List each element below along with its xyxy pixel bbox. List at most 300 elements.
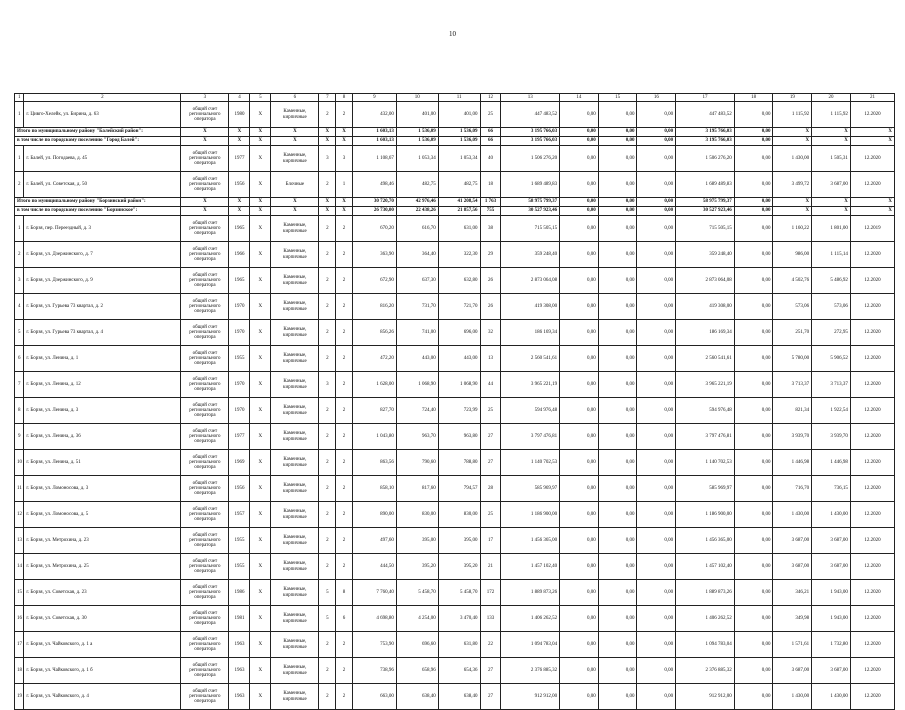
data-cell: Каменные, кирпичные (271, 502, 319, 528)
data-cell: 6 (336, 606, 353, 632)
data-cell: 0,00 (637, 606, 676, 632)
data-cell: 0,00 (598, 580, 637, 606)
data-cell: 1 053,34 (396, 146, 438, 172)
fund-method-cell: общий счет регионального оператора (181, 242, 229, 268)
data-cell: 186 169,34 (676, 320, 735, 346)
data-cell: 4 502,76 (773, 268, 812, 294)
building-row (15, 346, 895, 372)
data-cell: 395,00 (438, 528, 480, 554)
subtotal-cell: 0,00 (560, 128, 599, 137)
building-row (15, 502, 895, 528)
subtotal-cell: Х (229, 128, 250, 137)
column-number: 7 (319, 94, 336, 102)
subtotal-cell: 0,00 (598, 137, 637, 146)
data-cell: Каменные, кирпичные (271, 320, 319, 346)
fund-method-cell: общий счет регионального оператора (181, 450, 229, 476)
data-cell: 0,00 (734, 102, 773, 128)
subtotal-cell: 26 730,00 (352, 207, 396, 216)
data-cell: 3 965 221,19 (501, 372, 560, 398)
address-cell: г. Борзя, ул. Ленина, д. 1 (24, 346, 181, 372)
data-cell: 1 (15, 146, 24, 172)
data-cell: 0,00 (734, 346, 773, 372)
data-cell: 863,56 (352, 450, 396, 476)
data-cell: 3 (15, 268, 24, 294)
data-cell: 1 430,00 (773, 502, 812, 528)
data-cell: 16 (15, 606, 24, 632)
data-cell: 401,00 (438, 102, 480, 128)
data-cell: 654,36 (438, 658, 480, 684)
subtotal-cell: 0,00 (560, 198, 599, 207)
data-cell: Х (250, 216, 271, 242)
subtotal-cell: 1 603,13 (352, 137, 396, 146)
column-number: 4 (229, 94, 250, 102)
data-cell: 19 (15, 684, 24, 710)
data-cell: 0,00 (637, 424, 676, 450)
data-cell: 1 (15, 102, 24, 128)
data-cell: Х (250, 658, 271, 684)
data-cell: 498,46 (352, 172, 396, 198)
data-cell: 821,34 (773, 398, 812, 424)
subtotal-cell: Х (229, 198, 250, 207)
building-row (15, 658, 895, 684)
subtotal-cell: 66 (480, 137, 501, 146)
address-cell: г. Борзя, ул. Советская, д. 30 (24, 606, 181, 632)
data-cell: 2 (336, 398, 353, 424)
data-cell: 724,40 (396, 398, 438, 424)
data-cell: 12.2020 (850, 146, 894, 172)
data-cell: 2 (319, 554, 336, 580)
column-number: 1 (15, 94, 24, 102)
data-cell: 963,70 (396, 424, 438, 450)
data-cell: 830,00 (396, 502, 438, 528)
column-number: 16 (637, 94, 676, 102)
subtotal-cell: Х (850, 128, 894, 137)
data-cell: Каменные, кирпичные (271, 424, 319, 450)
data-cell: Х (250, 146, 271, 172)
data-cell: 2 376 885,32 (501, 658, 560, 684)
data-cell: 26 (480, 294, 501, 320)
column-number: 6 (271, 94, 319, 102)
data-cell: 794,57 (438, 476, 480, 502)
data-cell: 3 687,00 (773, 554, 812, 580)
data-cell: 0,00 (560, 242, 599, 268)
data-cell: 2 (319, 528, 336, 554)
data-cell: 1 406 262,52 (676, 606, 735, 632)
data-cell: 2 (319, 684, 336, 710)
data-cell: 28 (480, 476, 501, 502)
data-cell: 2 (336, 216, 353, 242)
data-cell: 716,70 (773, 476, 812, 502)
data-cell: 788,80 (438, 450, 480, 476)
data-cell: 594 976,48 (676, 398, 735, 424)
fund-method-cell: общий счет регионального оператора (181, 216, 229, 242)
subtotal-cell: Х (271, 137, 319, 146)
data-cell: 12.2020 (850, 294, 894, 320)
data-cell: 0,00 (734, 424, 773, 450)
data-cell: 5 780,00 (773, 346, 812, 372)
data-cell: 0,00 (637, 102, 676, 128)
data-cell: 1957 (229, 502, 250, 528)
subtotal-cell: 0,00 (598, 198, 637, 207)
address-cell: г. Борзя, ул. Ленина, д. 3 (24, 398, 181, 424)
data-cell: 0,00 (598, 450, 637, 476)
data-cell: 2 (336, 242, 353, 268)
data-cell: 0,00 (637, 268, 676, 294)
data-cell: 3 965 221,19 (676, 372, 735, 398)
data-cell: 18 (480, 172, 501, 198)
address-cell: г. Цивго-Хелейк, ул. Бирина, д. 63 (24, 102, 181, 128)
fund-method-cell: общий счет регионального оператора (181, 398, 229, 424)
data-cell: 2 (319, 102, 336, 128)
subtotal-cell: 21 857,56 (438, 207, 480, 216)
building-row (15, 294, 895, 320)
address-cell: г. Борзя, пер. Переездный, д. 3 (24, 216, 181, 242)
fund-method-cell: общий счет регионального оператора (181, 372, 229, 398)
data-cell: 1 094 783,04 (501, 632, 560, 658)
column-number: 15 (598, 94, 637, 102)
data-cell: 2 (336, 632, 353, 658)
data-cell: 2 (336, 502, 353, 528)
data-cell: Каменные, кирпичные (271, 450, 319, 476)
data-cell: 0,00 (734, 606, 773, 632)
data-cell: 472,20 (352, 346, 396, 372)
data-cell: 0,00 (598, 346, 637, 372)
data-cell: 447 483,52 (676, 102, 735, 128)
data-cell: 2 (319, 658, 336, 684)
data-cell: 1 571,61 (773, 632, 812, 658)
data-cell: 346,21 (773, 580, 812, 606)
data-cell: 2 (15, 242, 24, 268)
building-row (15, 242, 895, 268)
building-row (15, 216, 895, 242)
data-cell: 0,00 (734, 172, 773, 198)
data-cell: 0,00 (637, 554, 676, 580)
data-cell: 0,00 (734, 528, 773, 554)
fund-method-cell: общий счет регионального оператора (181, 172, 229, 198)
data-cell: 0,00 (734, 502, 773, 528)
data-cell: 1981 (229, 606, 250, 632)
data-cell: 3 687,00 (773, 528, 812, 554)
data-cell: 1980 (229, 102, 250, 128)
data-cell: 12.2020 (850, 528, 894, 554)
data-cell: 696,00 (438, 320, 480, 346)
subtotal-cell: Х (181, 137, 229, 146)
data-cell: 632,80 (438, 268, 480, 294)
data-cell: 0,00 (734, 146, 773, 172)
subtotal-cell: Х (181, 198, 229, 207)
subtotal-cell: 0,00 (637, 198, 676, 207)
subtotal-cell: Х (229, 137, 250, 146)
data-cell: 0,00 (598, 146, 637, 172)
data-cell: 2 (319, 320, 336, 346)
data-cell: 2 560 541,61 (501, 346, 560, 372)
building-row (15, 172, 895, 198)
data-cell: 4 698,80 (352, 606, 396, 632)
data-cell: 3 713,37 (812, 372, 851, 398)
data-cell: 2 873 064,08 (501, 268, 560, 294)
subtotal-cell: Х (319, 137, 336, 146)
data-cell: 0,00 (734, 268, 773, 294)
data-cell: 1 457 102,40 (676, 554, 735, 580)
data-cell: 631,80 (438, 632, 480, 658)
data-cell: 1 094 783,04 (676, 632, 735, 658)
data-cell: 482,75 (396, 172, 438, 198)
data-cell: 723,99 (438, 398, 480, 424)
data-cell: 1 160,22 (773, 216, 812, 242)
data-cell: 38 (480, 216, 501, 242)
building-row (15, 580, 895, 606)
data-cell: Х (250, 320, 271, 346)
subtotal-cell: Х (336, 137, 353, 146)
data-cell: 1966 (229, 242, 250, 268)
data-cell: 0,00 (598, 632, 637, 658)
data-cell: 4 254,00 (396, 606, 438, 632)
data-cell: Х (250, 528, 271, 554)
subtotal-cell: 755 (480, 207, 501, 216)
data-cell: 14 (15, 554, 24, 580)
building-row (15, 450, 895, 476)
subtotal-cell: Х (850, 207, 894, 216)
subtotal-cell: Х (250, 137, 271, 146)
data-cell: 432,00 (352, 102, 396, 128)
data-cell: 12.2020 (850, 658, 894, 684)
subtotal-cell: 1 536,09 (396, 128, 438, 137)
subtotal-cell: Х (319, 128, 336, 137)
data-cell: 8 (15, 398, 24, 424)
data-cell: 0,00 (598, 606, 637, 632)
data-cell: 12.2020 (850, 268, 894, 294)
data-cell: 0,00 (598, 268, 637, 294)
data-cell: 444,50 (352, 554, 396, 580)
page-number: 10 (449, 30, 456, 38)
data-cell: 1 115,14 (812, 242, 851, 268)
data-cell: 2 (336, 268, 353, 294)
data-cell: 364,40 (396, 242, 438, 268)
data-cell: 2 (336, 450, 353, 476)
column-number: 2 (24, 94, 181, 102)
data-cell: 0,00 (637, 658, 676, 684)
data-cell: 573,06 (773, 294, 812, 320)
data-cell: 32 (480, 320, 501, 346)
data-cell: 715 505,15 (676, 216, 735, 242)
data-cell: Каменные, кирпичные (271, 346, 319, 372)
data-cell: 1 186 900,00 (501, 502, 560, 528)
subtotal-cell: 3 195 766,03 (501, 128, 560, 137)
data-cell: 26 (480, 268, 501, 294)
data-cell: Х (250, 580, 271, 606)
data-cell: 963,80 (438, 424, 480, 450)
data-cell: 0,00 (560, 346, 599, 372)
data-cell: 2 (336, 424, 353, 450)
data-cell: 2 (319, 268, 336, 294)
subtotal-cell: Х (812, 207, 851, 216)
subtotal-cell: Х (336, 128, 353, 137)
column-number: 9 (352, 94, 396, 102)
data-cell: 2 (319, 346, 336, 372)
data-cell: 2 (336, 476, 353, 502)
data-cell: 12.2020 (850, 172, 894, 198)
data-cell: 3 470,40 (438, 606, 480, 632)
data-cell: 0,00 (598, 320, 637, 346)
data-cell: 21 (480, 554, 501, 580)
data-cell: Каменные, кирпичные (271, 476, 319, 502)
subtotal-cell: Х (850, 137, 894, 146)
data-cell: Х (250, 242, 271, 268)
data-cell: 672,90 (352, 268, 396, 294)
data-cell: Х (250, 172, 271, 198)
data-cell: 395,20 (438, 554, 480, 580)
subtotal-cell: 0,00 (637, 128, 676, 137)
data-cell: 0,00 (734, 294, 773, 320)
data-cell: 2 (336, 320, 353, 346)
building-row (15, 146, 895, 172)
column-number: 18 (734, 94, 773, 102)
data-cell: 0,00 (560, 502, 599, 528)
data-cell: Каменные, кирпичные (271, 554, 319, 580)
data-cell: 912 912,00 (676, 684, 735, 710)
data-cell: 27 (480, 658, 501, 684)
data-cell: 1969 (229, 450, 250, 476)
data-cell: 827,70 (352, 398, 396, 424)
data-cell: 1970 (229, 294, 250, 320)
fund-method-cell: общий счет регионального оператора (181, 606, 229, 632)
data-cell: 753,90 (352, 632, 396, 658)
data-cell: 0,00 (598, 102, 637, 128)
column-number: 20 (812, 94, 851, 102)
building-row (15, 372, 895, 398)
data-cell: 12.2020 (850, 580, 894, 606)
data-cell: 3 687,00 (812, 554, 851, 580)
fund-method-cell: общий счет регионального оператора (181, 146, 229, 172)
data-cell: 0,00 (734, 398, 773, 424)
data-cell: 18 (15, 658, 24, 684)
data-cell: 890,00 (352, 502, 396, 528)
data-cell: 0,00 (734, 242, 773, 268)
subtotal-cell: 1 536,09 (438, 137, 480, 146)
data-cell: Х (250, 424, 271, 450)
data-cell: 0,00 (637, 502, 676, 528)
subtotal-cell: Х (812, 137, 851, 146)
column-number: 19 (773, 94, 812, 102)
data-cell: 1956 (229, 476, 250, 502)
data-cell: 443,00 (396, 346, 438, 372)
subtotal-cell: Х (271, 207, 319, 216)
data-cell: 12.2019 (850, 216, 894, 242)
subtotal-label: в том числе по городскому поселению "Борзинское": (15, 207, 181, 216)
subtotal-cell: Х (773, 137, 812, 146)
subtotal-cell: 41 208,54 (438, 198, 480, 207)
subtotal-cell: 0,00 (637, 207, 676, 216)
data-cell: 2 (319, 502, 336, 528)
building-row (15, 528, 895, 554)
data-cell: 2 (319, 632, 336, 658)
data-cell: 0,00 (637, 320, 676, 346)
data-cell: 1 689 489,83 (501, 172, 560, 198)
data-cell: 1 (15, 216, 24, 242)
building-row (15, 606, 895, 632)
data-cell: 3 (319, 372, 336, 398)
data-cell: 2 (319, 398, 336, 424)
data-cell: 0,00 (598, 528, 637, 554)
data-cell: 2 (336, 528, 353, 554)
subtotal-cell: Х (319, 207, 336, 216)
subtotal-cell: 1 536,09 (438, 128, 480, 137)
data-cell: 1 446,98 (773, 450, 812, 476)
column-number: 14 (560, 94, 599, 102)
data-cell: 0,00 (637, 398, 676, 424)
address-cell: г. Борзя, ул. Ломоносова, д. 3 (24, 476, 181, 502)
data-cell: 2 (336, 658, 353, 684)
data-cell: 0,00 (734, 658, 773, 684)
subtotal-row (15, 207, 895, 216)
subtotal-cell: 0,00 (637, 137, 676, 146)
data-cell: 0,00 (560, 320, 599, 346)
subtotal-cell: 0,00 (560, 207, 599, 216)
building-row (15, 684, 895, 710)
data-cell: Х (250, 268, 271, 294)
data-cell: 2 (319, 216, 336, 242)
subtotal-label: Итого по муниципальному району "Балейский район": (15, 128, 181, 137)
data-cell: 0,00 (734, 554, 773, 580)
data-cell: 1 (336, 172, 353, 198)
data-cell: 1 140 702,53 (676, 450, 735, 476)
data-cell: 1 430,00 (812, 684, 851, 710)
data-cell: 7 (15, 372, 24, 398)
data-cell: 3 687,00 (773, 658, 812, 684)
data-cell: 1970 (229, 398, 250, 424)
data-cell: Каменные, кирпичные (271, 580, 319, 606)
data-cell: 790,60 (396, 450, 438, 476)
data-cell: 0,00 (560, 294, 599, 320)
data-cell: 1 943,00 (812, 580, 851, 606)
data-cell: 0,00 (637, 372, 676, 398)
data-cell: 0,00 (560, 268, 599, 294)
data-cell: 856,26 (352, 320, 396, 346)
data-cell: Каменные, кирпичные (271, 268, 319, 294)
data-cell: 2 (336, 294, 353, 320)
data-cell: 0,00 (734, 450, 773, 476)
data-cell: Блочные (271, 172, 319, 198)
data-cell: 0,00 (734, 580, 773, 606)
data-cell: 12 (15, 502, 24, 528)
data-cell: 2 (336, 102, 353, 128)
data-cell: 2 376 885,32 (676, 658, 735, 684)
data-cell: 25 (480, 398, 501, 424)
data-cell: 12.2020 (850, 320, 894, 346)
column-number-row (15, 94, 895, 102)
building-row (15, 424, 895, 450)
address-cell: г. Борзя, ул. Метрохина, д. 23 (24, 528, 181, 554)
data-cell: Каменные, кирпичные (271, 398, 319, 424)
data-cell: 1 505,31 (812, 146, 851, 172)
data-cell: 3 939,70 (812, 424, 851, 450)
data-cell: 12.2020 (850, 606, 894, 632)
data-cell: 0,00 (560, 684, 599, 710)
building-row (15, 268, 895, 294)
data-cell: 721,70 (438, 294, 480, 320)
data-cell: 3 499,72 (773, 172, 812, 198)
subtotal-cell: Х (336, 198, 353, 207)
data-cell: 1965 (229, 268, 250, 294)
fund-method-cell: общий счет регионального оператора (181, 268, 229, 294)
data-cell: 1 043,80 (352, 424, 396, 450)
data-cell: 17 (15, 632, 24, 658)
data-cell: 816,20 (352, 294, 396, 320)
data-cell: 5 458,70 (438, 580, 480, 606)
data-cell: 573,06 (812, 294, 851, 320)
subtotal-cell: Х (773, 207, 812, 216)
subtotal-row (15, 137, 895, 146)
